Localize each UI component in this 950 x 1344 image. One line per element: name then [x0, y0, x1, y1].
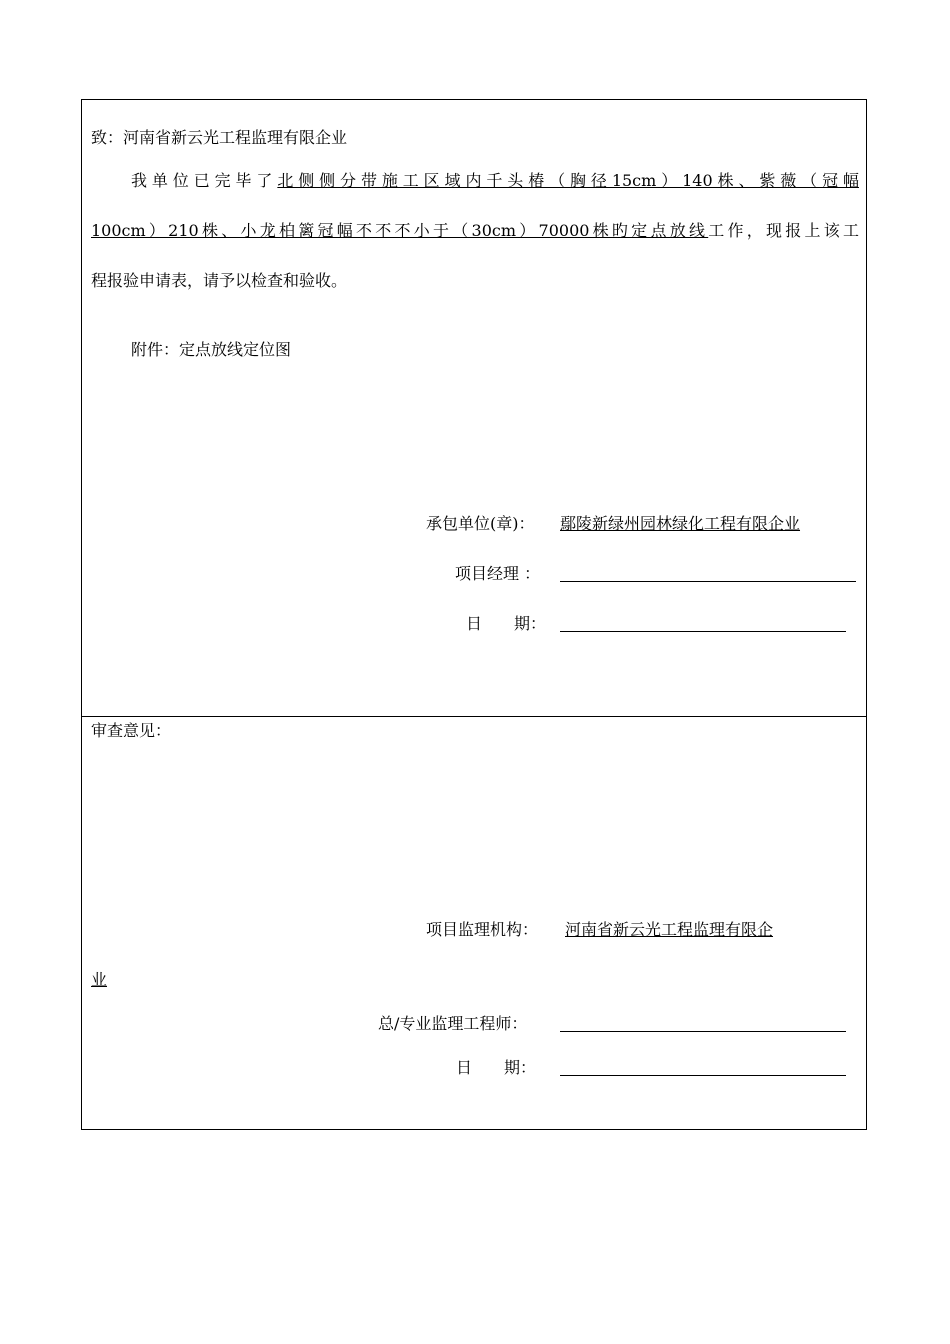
- contractor-date-label: 日 期：: [466, 614, 547, 633]
- body-line-3: 程报验申请表，请予以检查和验收。: [91, 271, 348, 290]
- manager-label: 项目经理 ：: [455, 564, 541, 583]
- body-line-2: [91, 221, 859, 241]
- review-date-label: 日 期：: [456, 1058, 537, 1077]
- engineer-label: 总/专业监理工程师：: [378, 1014, 528, 1033]
- manager-signature-line[interactable]: [560, 581, 856, 582]
- recipient-line: 致：河南省新云光工程监理有限企业: [91, 128, 348, 147]
- section-divider: [81, 716, 867, 717]
- review-label: 审查意见：: [91, 721, 172, 740]
- contractor-value: 鄢陵新绿州园林绿化工程有限企业: [560, 514, 801, 533]
- engineer-signature-line[interactable]: [560, 1031, 846, 1032]
- body-underlined-2: 100cm）210株、小龙柏篱冠幅不不不小于（30cm）70000株旳定点放线: [91, 221, 709, 240]
- org-value-1: 河南省新云光工程监理有限企: [565, 920, 774, 939]
- org-label: 项目监理机构：: [426, 920, 539, 939]
- org-value-2: 业: [91, 970, 108, 989]
- review-date-line[interactable]: [560, 1075, 846, 1076]
- attachment-line: 附件：定点放线定位图: [131, 340, 292, 359]
- body-underlined-1: 北侧侧分带施工区域内千头椿（胸径15cm）140株、紫薇（冠幅: [277, 171, 859, 190]
- body-suffix-2: 工作，现报上该工: [708, 221, 859, 240]
- contractor-date-line[interactable]: [560, 631, 846, 632]
- body-prefix: 我单位已完毕了: [131, 171, 278, 190]
- contractor-label: 承包单位(章)：: [426, 514, 535, 533]
- body-line-1: [91, 171, 859, 191]
